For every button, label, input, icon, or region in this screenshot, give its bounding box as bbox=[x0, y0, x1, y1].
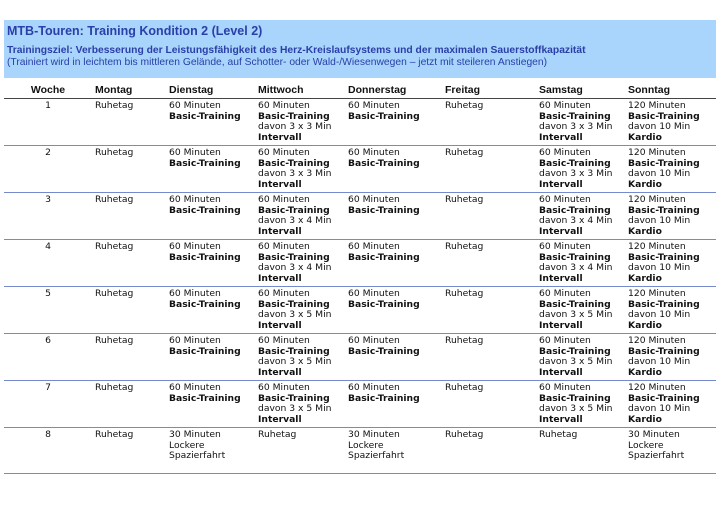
cell-line: 60 Minuten bbox=[539, 335, 591, 346]
cell-freitag bbox=[442, 381, 536, 428]
plan-body bbox=[4, 99, 716, 474]
cell-line: davon 3 x 5 Min bbox=[539, 403, 613, 414]
cell-line: Basic-Training bbox=[258, 392, 330, 404]
cell-line: Spazierfahrt bbox=[348, 450, 405, 461]
cell-freitag bbox=[442, 99, 536, 146]
week-row bbox=[4, 240, 716, 287]
cell-line: 60 Minuten bbox=[539, 147, 591, 158]
cell-freitag bbox=[442, 240, 536, 287]
cell-line: Basic-Training bbox=[628, 298, 700, 310]
cell-line: davon 3 x 5 Min bbox=[258, 356, 332, 367]
cell-line: davon 3 x 5 Min bbox=[539, 356, 613, 367]
cell-line: Basic-Training bbox=[539, 157, 611, 169]
cell-line: 60 Minuten bbox=[539, 100, 591, 111]
cell-line: Intervall bbox=[539, 178, 583, 190]
cell-line: Ruhetag bbox=[445, 194, 484, 205]
cell-samstag bbox=[536, 428, 625, 474]
cell-line: 30 Minuten bbox=[169, 429, 221, 440]
cell-samstag bbox=[536, 240, 625, 287]
cell-line: Ruhetag bbox=[445, 288, 484, 299]
cell-line: Ruhetag bbox=[258, 429, 297, 440]
cell-line: 60 Minuten bbox=[539, 382, 591, 393]
cell-sonntag bbox=[625, 334, 716, 381]
cell-line: Basic-Training bbox=[348, 298, 420, 310]
cell-line: 120 Minuten bbox=[628, 335, 686, 346]
cell-line: Ruhetag bbox=[95, 147, 134, 158]
cell-mittwoch bbox=[255, 287, 345, 334]
cell-line: 30 Minuten bbox=[348, 429, 400, 440]
cell-line: Basic-Training bbox=[258, 251, 330, 263]
cell-mittwoch bbox=[255, 428, 345, 474]
cell-line: Basic-Training bbox=[169, 298, 241, 310]
cell-line: davon 3 x 3 Min bbox=[258, 168, 332, 179]
training-plan-table bbox=[4, 82, 716, 474]
cell-mittwoch bbox=[255, 99, 345, 146]
cell-line: 60 Minuten bbox=[258, 194, 310, 205]
cell-line: Lockere bbox=[628, 439, 664, 451]
cell-line: 60 Minuten bbox=[348, 100, 400, 111]
page-title: MTB-Touren: Training Kondition 2 (Level 2) bbox=[7, 24, 263, 38]
cell-line: 60 Minuten bbox=[348, 382, 400, 393]
cell-freitag bbox=[442, 428, 536, 474]
cell-line: Basic-Training bbox=[169, 204, 241, 216]
cell-line: 60 Minuten bbox=[348, 335, 400, 346]
column-header-mittwoch: Mittwoch bbox=[255, 82, 345, 99]
cell-sonntag bbox=[625, 287, 716, 334]
cell-line: Ruhetag bbox=[445, 147, 484, 158]
cell-line: Basic-Training bbox=[169, 392, 241, 404]
cell-line: davon 10 Min bbox=[628, 262, 691, 273]
cell-line: Basic-Training bbox=[258, 298, 330, 310]
cell-montag bbox=[92, 193, 166, 240]
cell-freitag bbox=[442, 287, 536, 334]
cell-montag bbox=[92, 146, 166, 193]
cell-line: Ruhetag bbox=[95, 194, 134, 205]
cell-line: Basic-Training bbox=[628, 110, 700, 122]
cell-dienstag bbox=[166, 193, 255, 240]
cell-line: davon 10 Min bbox=[628, 403, 691, 414]
cell-donnerstag bbox=[345, 381, 442, 428]
cell-line: Lockere bbox=[348, 439, 384, 451]
cell-freitag bbox=[442, 334, 536, 381]
cell-line: 60 Minuten bbox=[258, 382, 310, 393]
column-header-woche: Woche bbox=[4, 82, 92, 99]
cell-montag bbox=[92, 99, 166, 146]
cell-samstag bbox=[536, 334, 625, 381]
cell-line: Basic-Training bbox=[539, 345, 611, 357]
cell-line: davon 3 x 5 Min bbox=[258, 403, 332, 414]
cell-montag bbox=[92, 287, 166, 334]
cell-montag bbox=[92, 334, 166, 381]
cell-line: Intervall bbox=[539, 225, 583, 237]
week-number: 6 bbox=[4, 334, 92, 381]
cell-line: Intervall bbox=[258, 131, 302, 143]
cell-line: Basic-Training bbox=[169, 157, 241, 169]
cell-line: Ruhetag bbox=[95, 429, 134, 440]
cell-line: Ruhetag bbox=[95, 241, 134, 252]
cell-line: Ruhetag bbox=[445, 335, 484, 346]
cell-line: 120 Minuten bbox=[628, 288, 686, 299]
week-number: 2 bbox=[4, 146, 92, 193]
column-header-sonntag: Sonntag bbox=[625, 82, 716, 99]
cell-line: Intervall bbox=[258, 319, 302, 331]
week-row bbox=[4, 193, 716, 240]
cell-line: Intervall bbox=[258, 225, 302, 237]
cell-line: Intervall bbox=[539, 413, 583, 425]
cell-line: Basic-Training bbox=[258, 345, 330, 357]
cell-line: davon 3 x 4 Min bbox=[539, 262, 613, 273]
cell-line: Basic-Training bbox=[258, 110, 330, 122]
cell-line: 60 Minuten bbox=[539, 194, 591, 205]
week-number: 4 bbox=[4, 240, 92, 287]
cell-dienstag bbox=[166, 99, 255, 146]
cell-line: 60 Minuten bbox=[169, 100, 221, 111]
cell-line: davon 10 Min bbox=[628, 215, 691, 226]
cell-line: Ruhetag bbox=[95, 382, 134, 393]
cell-line: Intervall bbox=[539, 366, 583, 378]
cell-line: davon 3 x 3 Min bbox=[539, 121, 613, 132]
cell-montag bbox=[92, 240, 166, 287]
cell-line: Ruhetag bbox=[445, 429, 484, 440]
cell-dienstag bbox=[166, 334, 255, 381]
cell-line: 60 Minuten bbox=[258, 147, 310, 158]
week-number: 5 bbox=[4, 287, 92, 334]
cell-line: Basic-Training bbox=[539, 392, 611, 404]
cell-samstag bbox=[536, 146, 625, 193]
week-row bbox=[4, 428, 716, 474]
cell-line: Intervall bbox=[539, 319, 583, 331]
cell-line: Kardio bbox=[628, 272, 662, 284]
column-header-freitag: Freitag bbox=[442, 82, 536, 99]
cell-line: Intervall bbox=[258, 413, 302, 425]
cell-donnerstag bbox=[345, 428, 442, 474]
cell-line: 120 Minuten bbox=[628, 382, 686, 393]
cell-line: Intervall bbox=[539, 131, 583, 143]
cell-line: Basic-Training bbox=[628, 204, 700, 216]
column-header-dienstag: Dienstag bbox=[166, 82, 255, 99]
cell-line: 60 Minuten bbox=[169, 194, 221, 205]
cell-dienstag bbox=[166, 240, 255, 287]
cell-line: Basic-Training bbox=[258, 157, 330, 169]
cell-line: 30 Minuten bbox=[628, 429, 680, 440]
cell-line: Ruhetag bbox=[445, 100, 484, 111]
cell-line: Kardio bbox=[628, 131, 662, 143]
cell-line: davon 3 x 4 Min bbox=[258, 215, 332, 226]
training-goal: Trainingsziel: Verbesserung der Leistungsfähigkeit des Herz-Kreislaufsystems und der maximalen Sauerstoffkapazität bbox=[7, 45, 586, 56]
cell-line: 60 Minuten bbox=[169, 335, 221, 346]
cell-line: Ruhetag bbox=[95, 288, 134, 299]
week-number: 3 bbox=[4, 193, 92, 240]
cell-line: Kardio bbox=[628, 413, 662, 425]
cell-montag bbox=[92, 428, 166, 474]
cell-sonntag bbox=[625, 381, 716, 428]
cell-sonntag bbox=[625, 99, 716, 146]
cell-line: Basic-Training bbox=[348, 110, 420, 122]
cell-line: 60 Minuten bbox=[169, 147, 221, 158]
cell-line: Basic-Training bbox=[539, 251, 611, 263]
cell-freitag bbox=[442, 193, 536, 240]
cell-sonntag bbox=[625, 193, 716, 240]
terrain-note: (Trainiert wird in leichtem bis mittleren Gelände, auf Schotter- oder Wald-/Wiesenwegen – jetzt mit steileren Anstiegen) bbox=[7, 57, 548, 68]
cell-line: 60 Minuten bbox=[348, 288, 400, 299]
cell-line: 60 Minuten bbox=[169, 382, 221, 393]
cell-line: 60 Minuten bbox=[258, 288, 310, 299]
cell-line: Kardio bbox=[628, 366, 662, 378]
cell-line: davon 10 Min bbox=[628, 356, 691, 367]
cell-mittwoch bbox=[255, 193, 345, 240]
cell-line: davon 3 x 3 Min bbox=[258, 121, 332, 132]
cell-line: Kardio bbox=[628, 178, 662, 190]
cell-montag bbox=[92, 381, 166, 428]
cell-line: 120 Minuten bbox=[628, 241, 686, 252]
plan-header bbox=[4, 20, 716, 78]
cell-line: Basic-Training bbox=[348, 157, 420, 169]
cell-freitag bbox=[442, 146, 536, 193]
cell-mittwoch bbox=[255, 334, 345, 381]
cell-line: Basic-Training bbox=[348, 204, 420, 216]
cell-line: 60 Minuten bbox=[169, 241, 221, 252]
cell-line: Basic-Training bbox=[348, 251, 420, 263]
cell-line: 120 Minuten bbox=[628, 147, 686, 158]
week-row bbox=[4, 99, 716, 146]
cell-line: davon 10 Min bbox=[628, 121, 691, 132]
cell-line: Ruhetag bbox=[95, 335, 134, 346]
cell-dienstag bbox=[166, 146, 255, 193]
cell-line: Intervall bbox=[539, 272, 583, 284]
cell-line: 60 Minuten bbox=[169, 288, 221, 299]
cell-line: Basic-Training bbox=[628, 251, 700, 263]
column-header-samstag: Samstag bbox=[536, 82, 625, 99]
cell-sonntag bbox=[625, 240, 716, 287]
cell-line: Spazierfahrt bbox=[169, 450, 226, 461]
week-row bbox=[4, 334, 716, 381]
cell-line: Basic-Training bbox=[169, 345, 241, 357]
cell-line: Intervall bbox=[258, 272, 302, 284]
cell-line: Basic-Training bbox=[348, 392, 420, 404]
cell-line: Ruhetag bbox=[539, 429, 578, 440]
cell-line: davon 3 x 5 Min bbox=[258, 309, 332, 320]
cell-line: davon 3 x 3 Min bbox=[539, 168, 613, 179]
cell-line: Ruhetag bbox=[95, 100, 134, 111]
cell-line: Intervall bbox=[258, 366, 302, 378]
cell-sonntag bbox=[625, 146, 716, 193]
cell-line: Basic-Training bbox=[539, 204, 611, 216]
cell-line: Basic-Training bbox=[539, 298, 611, 310]
cell-line: Ruhetag bbox=[445, 382, 484, 393]
cell-samstag bbox=[536, 193, 625, 240]
cell-line: davon 10 Min bbox=[628, 168, 691, 179]
cell-line: Ruhetag bbox=[445, 241, 484, 252]
cell-line: 60 Minuten bbox=[539, 241, 591, 252]
cell-donnerstag bbox=[345, 334, 442, 381]
cell-line: 60 Minuten bbox=[258, 335, 310, 346]
cell-line: 60 Minuten bbox=[539, 288, 591, 299]
cell-line: Basic-Training bbox=[628, 157, 700, 169]
cell-line: 60 Minuten bbox=[258, 241, 310, 252]
cell-line: Basic-Training bbox=[258, 204, 330, 216]
cell-line: davon 3 x 5 Min bbox=[539, 309, 613, 320]
cell-line: Basic-Training bbox=[169, 251, 241, 263]
header-row bbox=[4, 82, 716, 99]
week-row bbox=[4, 287, 716, 334]
cell-line: Basic-Training bbox=[169, 110, 241, 122]
week-number: 7 bbox=[4, 381, 92, 428]
cell-line: davon 3 x 4 Min bbox=[539, 215, 613, 226]
cell-line: Basic-Training bbox=[628, 392, 700, 404]
cell-line: Lockere bbox=[169, 439, 205, 451]
cell-line: 60 Minuten bbox=[348, 194, 400, 205]
cell-line: Intervall bbox=[258, 178, 302, 190]
cell-donnerstag bbox=[345, 240, 442, 287]
cell-samstag bbox=[536, 287, 625, 334]
cell-line: Spazierfahrt bbox=[628, 450, 685, 461]
cell-line: Basic-Training bbox=[628, 345, 700, 357]
cell-dienstag bbox=[166, 287, 255, 334]
week-row bbox=[4, 146, 716, 193]
cell-dienstag bbox=[166, 381, 255, 428]
cell-line: Basic-Training bbox=[539, 110, 611, 122]
cell-dienstag bbox=[166, 428, 255, 474]
cell-samstag bbox=[536, 99, 625, 146]
column-header-montag: Montag bbox=[92, 82, 166, 99]
cell-line: 120 Minuten bbox=[628, 100, 686, 111]
cell-donnerstag bbox=[345, 193, 442, 240]
cell-mittwoch bbox=[255, 240, 345, 287]
cell-line: davon 10 Min bbox=[628, 309, 691, 320]
cell-donnerstag bbox=[345, 287, 442, 334]
cell-sonntag bbox=[625, 428, 716, 474]
cell-mittwoch bbox=[255, 381, 345, 428]
cell-donnerstag bbox=[345, 146, 442, 193]
cell-line: 60 Minuten bbox=[348, 147, 400, 158]
cell-line: Kardio bbox=[628, 319, 662, 331]
cell-line: 120 Minuten bbox=[628, 194, 686, 205]
cell-line: 60 Minuten bbox=[258, 100, 310, 111]
cell-line: Basic-Training bbox=[348, 345, 420, 357]
cell-samstag bbox=[536, 381, 625, 428]
column-header-donnerstag: Donnerstag bbox=[345, 82, 442, 99]
cell-line: Kardio bbox=[628, 225, 662, 237]
week-number: 8 bbox=[4, 428, 92, 474]
cell-line: 60 Minuten bbox=[348, 241, 400, 252]
cell-line: davon 3 x 4 Min bbox=[258, 262, 332, 273]
week-row bbox=[4, 381, 716, 428]
week-number: 1 bbox=[4, 99, 92, 146]
cell-mittwoch bbox=[255, 146, 345, 193]
cell-donnerstag bbox=[345, 99, 442, 146]
